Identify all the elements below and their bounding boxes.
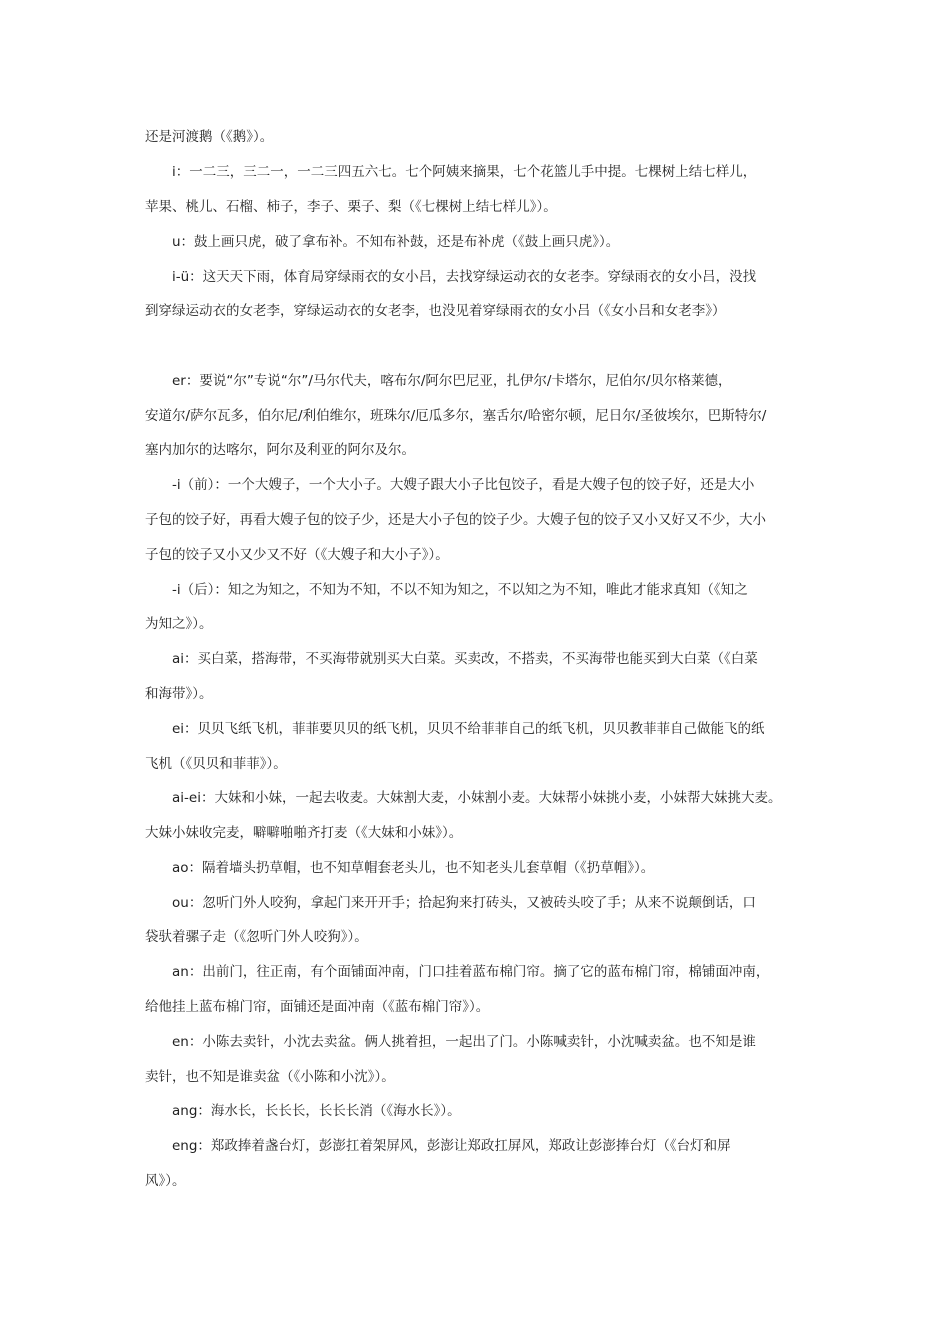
text-line: 安道尔/萨尔瓦多，伯尔尼/利伯维尔，班珠尔/厄瓜多尔，塞舌尔/哈密尔顿，尼日尔/圣彼埃尔，巴斯特尔/ (145, 408, 767, 424)
text-line: 大妹小妹收完麦，噼噼啪啪齐打麦（《大妹和小妹》）。 (145, 825, 463, 841)
text-line: 袋驮着骡子走（《忽听门外人咬狗》）。 (145, 929, 368, 945)
text-line: 飞机（《贝贝和菲菲》）。 (145, 756, 287, 772)
text-line: ai-ei：大妹和小妹，一起去收麦。大妹割大麦，小妹割小麦。大妹帮小妹挑小麦，小妹帮大妹挑大麦。 (172, 790, 782, 806)
text-line: 给他挂上蓝布棉门帘，面铺还是面冲南（《蓝布棉门帘》）。 (145, 999, 490, 1015)
text-line: 还是河渡鹅（《鹅》）。 (145, 129, 274, 145)
text-line: 风》）。 (145, 1173, 186, 1189)
text-line: 卖针，也不知是谁卖盆（《小陈和小沈》）。 (145, 1069, 395, 1085)
text-line: an：出前门，往正南，有个面铺面冲南，门口挂着蓝布棉门帘。摘了它的蓝布棉门帘，棉铺面冲南， (172, 964, 770, 980)
text-line: u：鼓上画只虎，破了拿布补。不知布补鼓，还是布补虎（《鼓上画只虎》）。 (172, 234, 620, 250)
text-line: 子包的饺子好，再看大嫂子包的饺子少，还是大小子包的饺子少。大嫂子包的饺子又小又好又不少，大小 (145, 512, 766, 528)
text-line: -i（后）：知之为知之，不知为不知，不以不知为知之，不以知之为不知，唯此才能求真知（《知之 (172, 582, 748, 598)
text-line: ou：忽听门外人咬狗，拿起门来开开手；拾起狗来打砖头，又被砖头咬了手；从来不说颠倒话，口 (172, 895, 756, 911)
text-line: ai：买白菜，搭海带，不买海带就别买大白菜。买卖改，不搭卖，不买海带也能买到大白菜（《白菜 (172, 651, 758, 667)
text-line: 子包的饺子又小又少又不好（《大嫂子和大小子》）。 (145, 547, 449, 563)
text-line: 塞内加尔的达喀尔，阿尔及利亚的阿尔及尔。 (145, 442, 415, 458)
text-line: en：小陈去卖针，小沈去卖盆。俩人挑着担，一起出了门。小陈喊卖针，小沈喊卖盆。也不知是谁 (172, 1034, 756, 1050)
text-line: 到穿绿运动衣的女老李，穿绿运动衣的女老李，也没见着穿绿雨衣的女小吕（《女小吕和女老李》） (145, 303, 726, 319)
text-line: -i（前）：一个大嫂子，一个大小子。大嫂子跟大小子比包饺子，看是大嫂子包的饺子好，还是大小 (172, 477, 755, 493)
text-line: er：要说“尔”专说“尔”/马尔代夫，喀布尔/阿尔巴尼亚，扎伊尔/卡塔尔，尼伯尔/贝尔格莱德， (172, 373, 732, 389)
text-line: 和海带》）。 (145, 686, 213, 702)
text-line: 苹果、桃儿、石榴、柿子，李子、栗子、梨（《七棵树上结七样儿》）。 (145, 199, 557, 215)
text-line: i-ü：这天天下雨，体育局穿绿雨衣的女小吕，去找穿绿运动衣的女老李。穿绿雨衣的女小吕，没找 (172, 269, 757, 285)
text-line: eng：郑政捧着盏台灯，彭澎扛着架屏风，彭澎让郑政扛屏风，郑政让彭澎捧台灯（《台灯和屏 (172, 1138, 731, 1154)
text-line: 为知之》）。 (145, 616, 213, 632)
text-line: ei：贝贝飞纸飞机，菲菲要贝贝的纸飞机，贝贝不给菲菲自己的纸飞机，贝贝教菲菲自己做能飞的纸 (172, 721, 765, 737)
text-line: ao：隔着墙头扔草帽，也不知草帽套老头儿，也不知老头儿套草帽（《扔草帽》）。 (172, 860, 655, 876)
text-line: i：一二三，三二一，一二三四五六七。七个阿姨来摘果，七个花篮儿手中提。七棵树上结七样儿， (172, 164, 757, 180)
text-line: ang：海水长，长长长，长长长消（《海水长》）。 (172, 1103, 461, 1119)
